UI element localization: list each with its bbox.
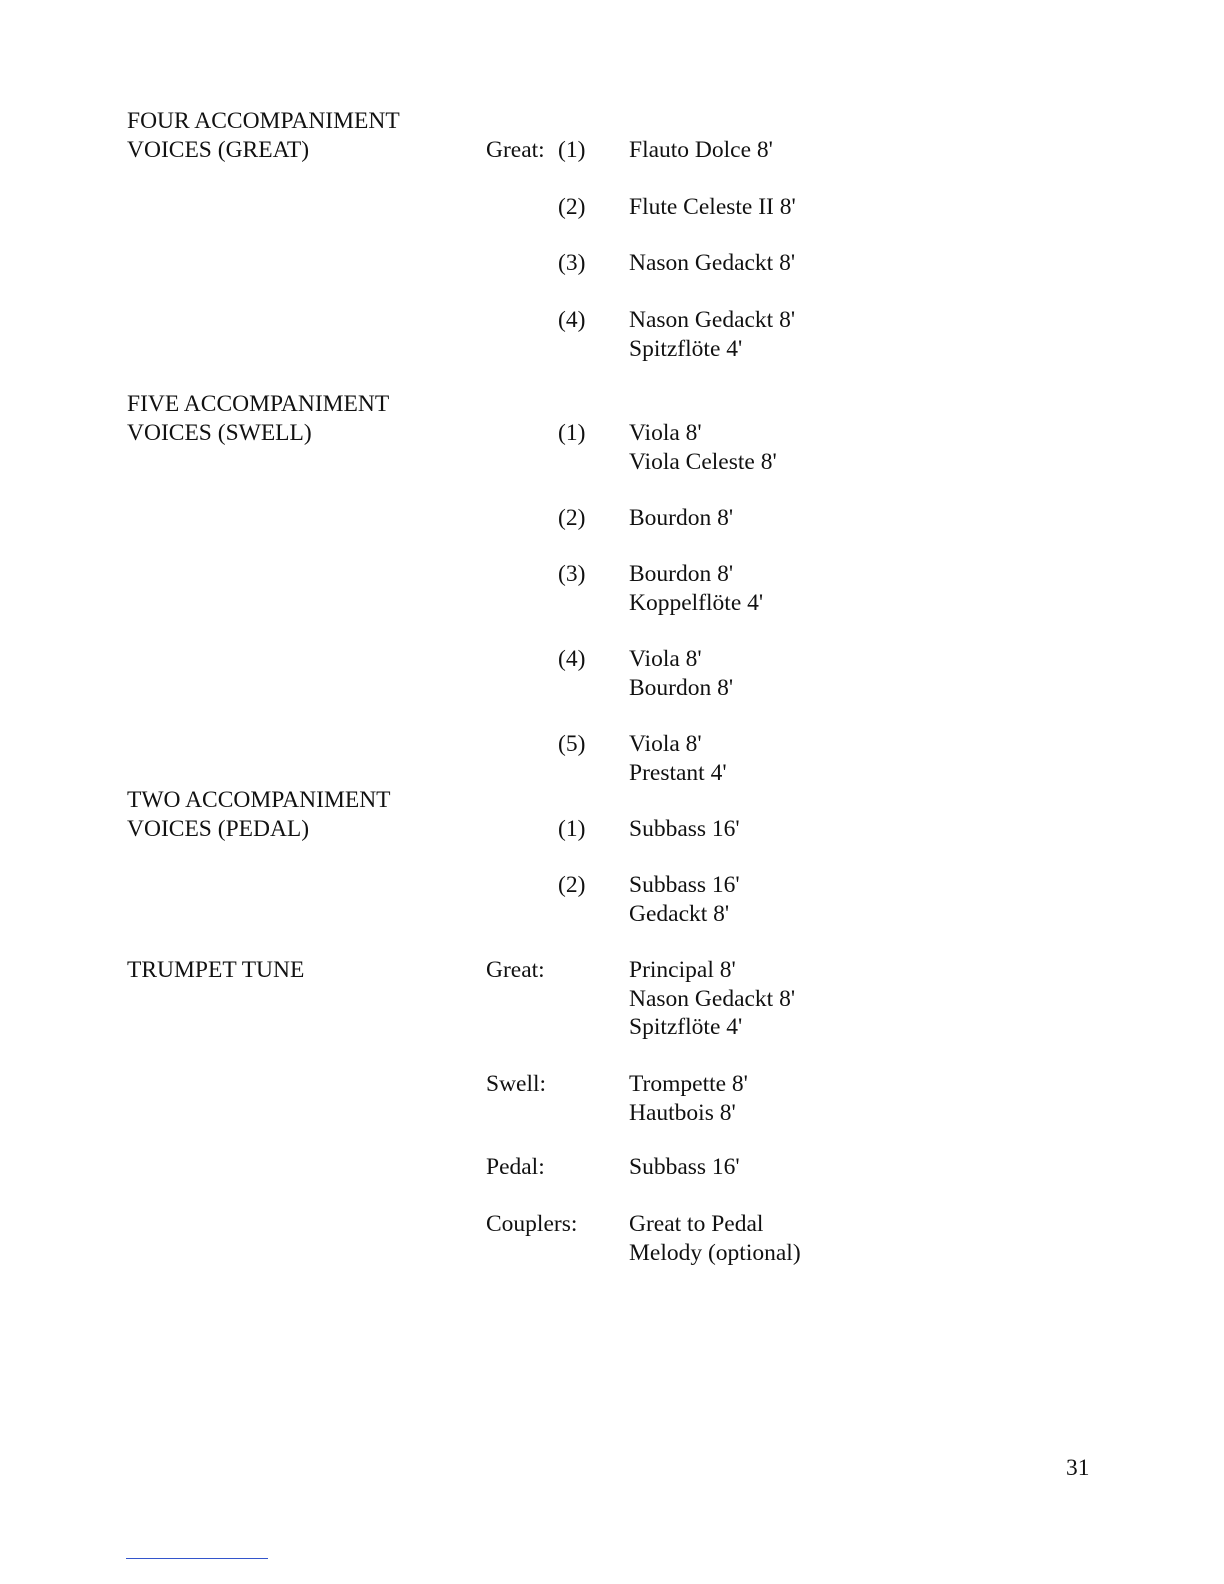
stop-name: Nason Gedackt 8' <box>629 250 796 276</box>
heading-line: VOICES (PEDAL) <box>127 815 310 842</box>
manual-label: Swell: <box>486 1071 547 1097</box>
stop-list <box>629 193 796 222</box>
entry-number: (5) <box>558 731 586 757</box>
section-heading-great <box>127 107 400 164</box>
stop-name: Viola Celeste 8' <box>629 448 777 475</box>
stop-name: Viola 8' <box>629 646 702 672</box>
bottom-rule <box>126 1558 268 1559</box>
heading-line: VOICES (GREAT) <box>127 136 310 163</box>
stop-list <box>629 1210 801 1267</box>
heading-line: FOUR ACCOMPANIMENT <box>127 108 400 134</box>
stop-list <box>629 1153 740 1182</box>
stop-list <box>629 419 777 476</box>
stop-list <box>629 645 733 702</box>
entry-number: (4) <box>558 307 586 333</box>
page-number: 31 <box>1066 1455 1090 1481</box>
stop-name: Flauto Dolce 8' <box>629 137 773 163</box>
stop-list <box>629 730 727 787</box>
heading-line: FIVE ACCOMPANIMENT <box>127 391 390 417</box>
stop-name: Hautbois 8' <box>629 1099 736 1126</box>
manual-label: Pedal: <box>486 1154 545 1180</box>
stop-name: Bourdon 8' <box>629 674 734 701</box>
entry-number: (1) <box>558 816 586 842</box>
stop-name: Bourdon 8' <box>629 505 734 531</box>
stop-name: Subbass 16' <box>629 1154 740 1180</box>
stop-list <box>629 815 740 844</box>
stop-list <box>629 956 795 1042</box>
manual-label: Great: <box>486 957 545 983</box>
stop-list <box>629 249 795 278</box>
manual-label: Couplers: <box>486 1211 578 1237</box>
section-heading-trumpet: TRUMPET TUNE <box>127 957 305 983</box>
entry-number: (1) <box>558 420 586 446</box>
stop-name: Viola 8' <box>629 420 702 446</box>
section-heading-swell <box>127 390 389 447</box>
entry-number: (2) <box>558 194 586 220</box>
stop-name: Bourdon 8' <box>629 561 734 587</box>
stop-list <box>629 136 773 165</box>
stop-name: Subbass 16' <box>629 872 740 898</box>
stop-name: Melody (optional) <box>629 1239 801 1266</box>
entry-number: (2) <box>558 505 586 531</box>
stop-list <box>629 306 795 363</box>
stop-list <box>629 560 763 617</box>
stop-name: Prestant 4' <box>629 759 727 786</box>
stop-name: Flute Celeste II 8' <box>629 194 796 220</box>
stop-list <box>629 504 733 533</box>
entry-number: (1) <box>558 137 586 163</box>
stop-name: Nason Gedackt 8' <box>629 985 796 1012</box>
stop-name: Subbass 16' <box>629 816 740 842</box>
stop-name: Viola 8' <box>629 731 702 757</box>
stop-name: Great to Pedal <box>629 1211 764 1237</box>
stop-name: Principal 8' <box>629 957 736 983</box>
stop-name: Spitzflöte 4' <box>629 1014 743 1040</box>
stop-name: Trompette 8' <box>629 1071 748 1097</box>
stop-name: Nason Gedackt 8' <box>629 307 796 333</box>
heading-line: TWO ACCOMPANIMENT <box>127 787 391 813</box>
entry-number: (2) <box>558 872 586 898</box>
stop-name: Koppelflöte 4' <box>629 589 764 616</box>
entry-number: (3) <box>558 561 586 587</box>
heading-line: VOICES (SWELL) <box>127 419 312 446</box>
stop-name: Gedackt 8' <box>629 900 730 927</box>
stop-list <box>629 1070 748 1127</box>
entry-number: (3) <box>558 250 586 276</box>
entry-number: (4) <box>558 646 586 672</box>
manual-label: Great: <box>486 137 545 163</box>
stop-name: Spitzflöte 4' <box>629 335 743 362</box>
section-heading-pedal <box>127 786 391 843</box>
stop-list <box>629 871 740 928</box>
